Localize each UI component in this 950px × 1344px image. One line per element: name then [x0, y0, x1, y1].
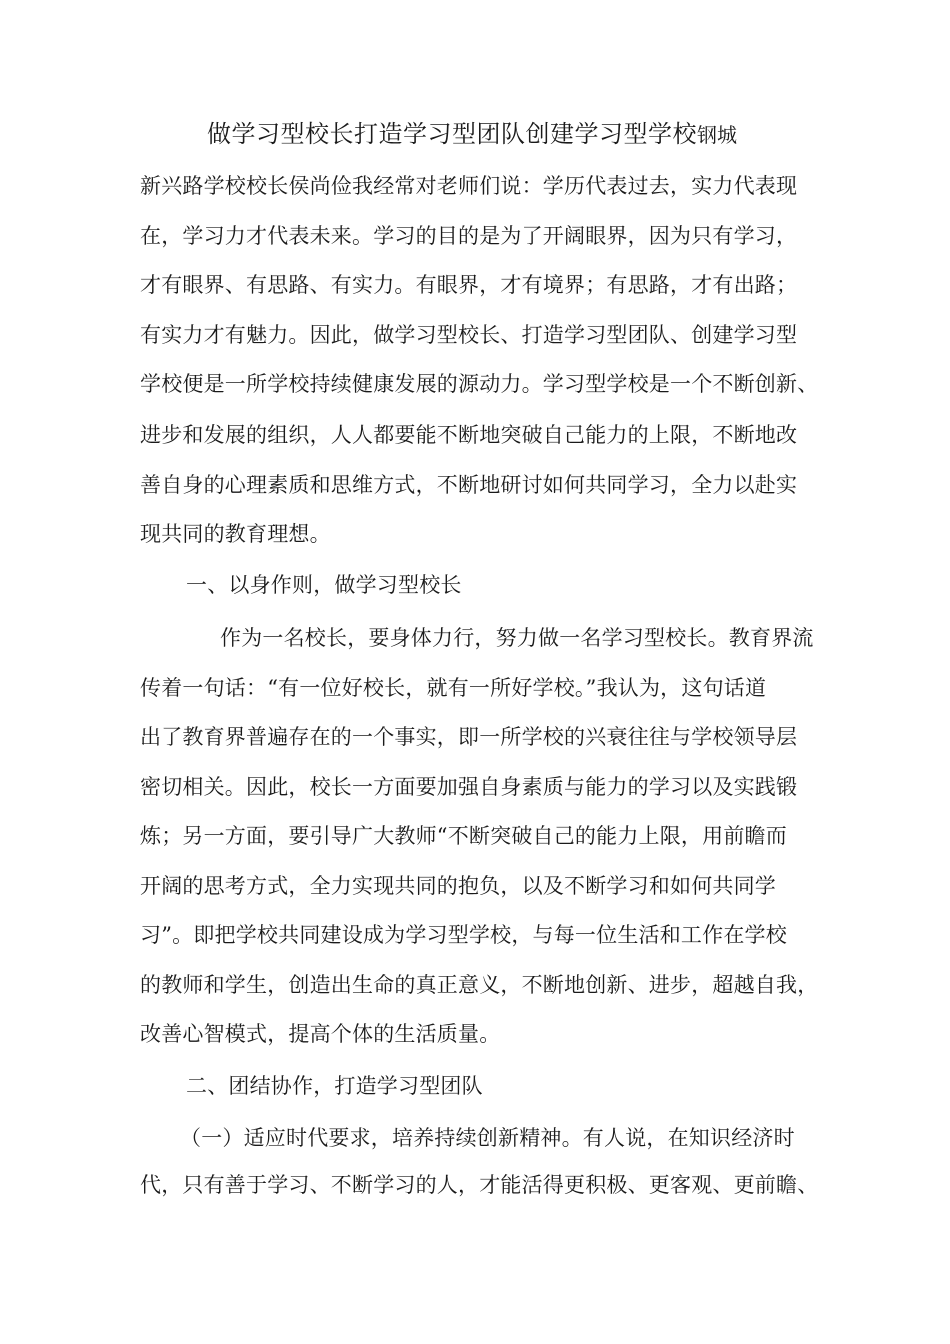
paragraph-line: 现共同的教育理想。 [140, 522, 331, 546]
document-title-tail: 钢城 [697, 123, 737, 147]
paragraph-line: 代，只有善于学习、不断学习的人，才能活得更积极、更客观、更前瞻、 [140, 1173, 819, 1197]
paragraph-line: （一）适应时代要求，培养持续创新精神。有人说，在知识经济时 [180, 1126, 795, 1150]
section-heading-2: 二、团结协作，打造学习型团队 [186, 1074, 483, 1098]
paragraph-line: 新兴路学校校长侯尚俭我经常对老师们说：学历代表过去，实力代表现 [140, 174, 798, 198]
paragraph-line: 才有眼界、有思路、有实力。有眼界，才有境界；有思路，才有出路； [140, 273, 798, 297]
document-title: 做学习型校长打造学习型团队创建学习型学校 [207, 120, 697, 148]
paragraph-line: 的教师和学生，创造出生命的真正意义，不断地创新、进步，超越自我， [140, 973, 819, 997]
paragraph-line: 开阔的思考方式，全力实现共同的抱负，以及不断学习和如何共同学 [140, 874, 776, 898]
paragraph-line: 密切相关。因此，校长一方面要加强自身素质与能力的学习以及实践锻 [140, 775, 798, 799]
paragraph-line: 学校便是一所学校持续健康发展的源动力。学习型学校是一个不断创新、 [140, 372, 819, 396]
paragraph-line: 改善心智模式，提高个体的生活质量。 [140, 1022, 501, 1046]
section-heading-1: 一、以身作则，做学习型校长 [186, 573, 462, 597]
paragraph-line: 出了教育界普遍存在的一个事实，即一所学校的兴衰往往与学校领导层 [140, 725, 798, 749]
paragraph-line: 在，学习力才代表未来。学习的目的是为了开阔眼界，因为只有学习， [140, 224, 798, 248]
paragraph-line: 习”。即把学校共同建设成为学习型学校，与每一位生活和工作在学校 [140, 923, 787, 947]
paragraph-line: 进步和发展的组织，人人都要能不断地突破自己能力的上限，不断地改 [140, 423, 798, 447]
paragraph-line: 传着一句话：“有一位好校长，就有一所好学校。”我认为，这句话道 [140, 676, 767, 700]
paragraph-line: 善自身的心理素质和思维方式，不断地研讨如何共同学习，全力以赴实 [140, 473, 798, 497]
document-title-line [207, 116, 737, 155]
paragraph-line: 作为一名校长，要身体力行，努力做一名学习型校长。教育界流 [220, 626, 814, 650]
paragraph-line: 有实力才有魅力。因此，做学习型校长、打造学习型团队、创建学习型 [140, 323, 798, 347]
paragraph-line: 炼；另一方面，要引导广大教师“不断突破自己的能力上限，用前瞻而 [140, 824, 787, 848]
